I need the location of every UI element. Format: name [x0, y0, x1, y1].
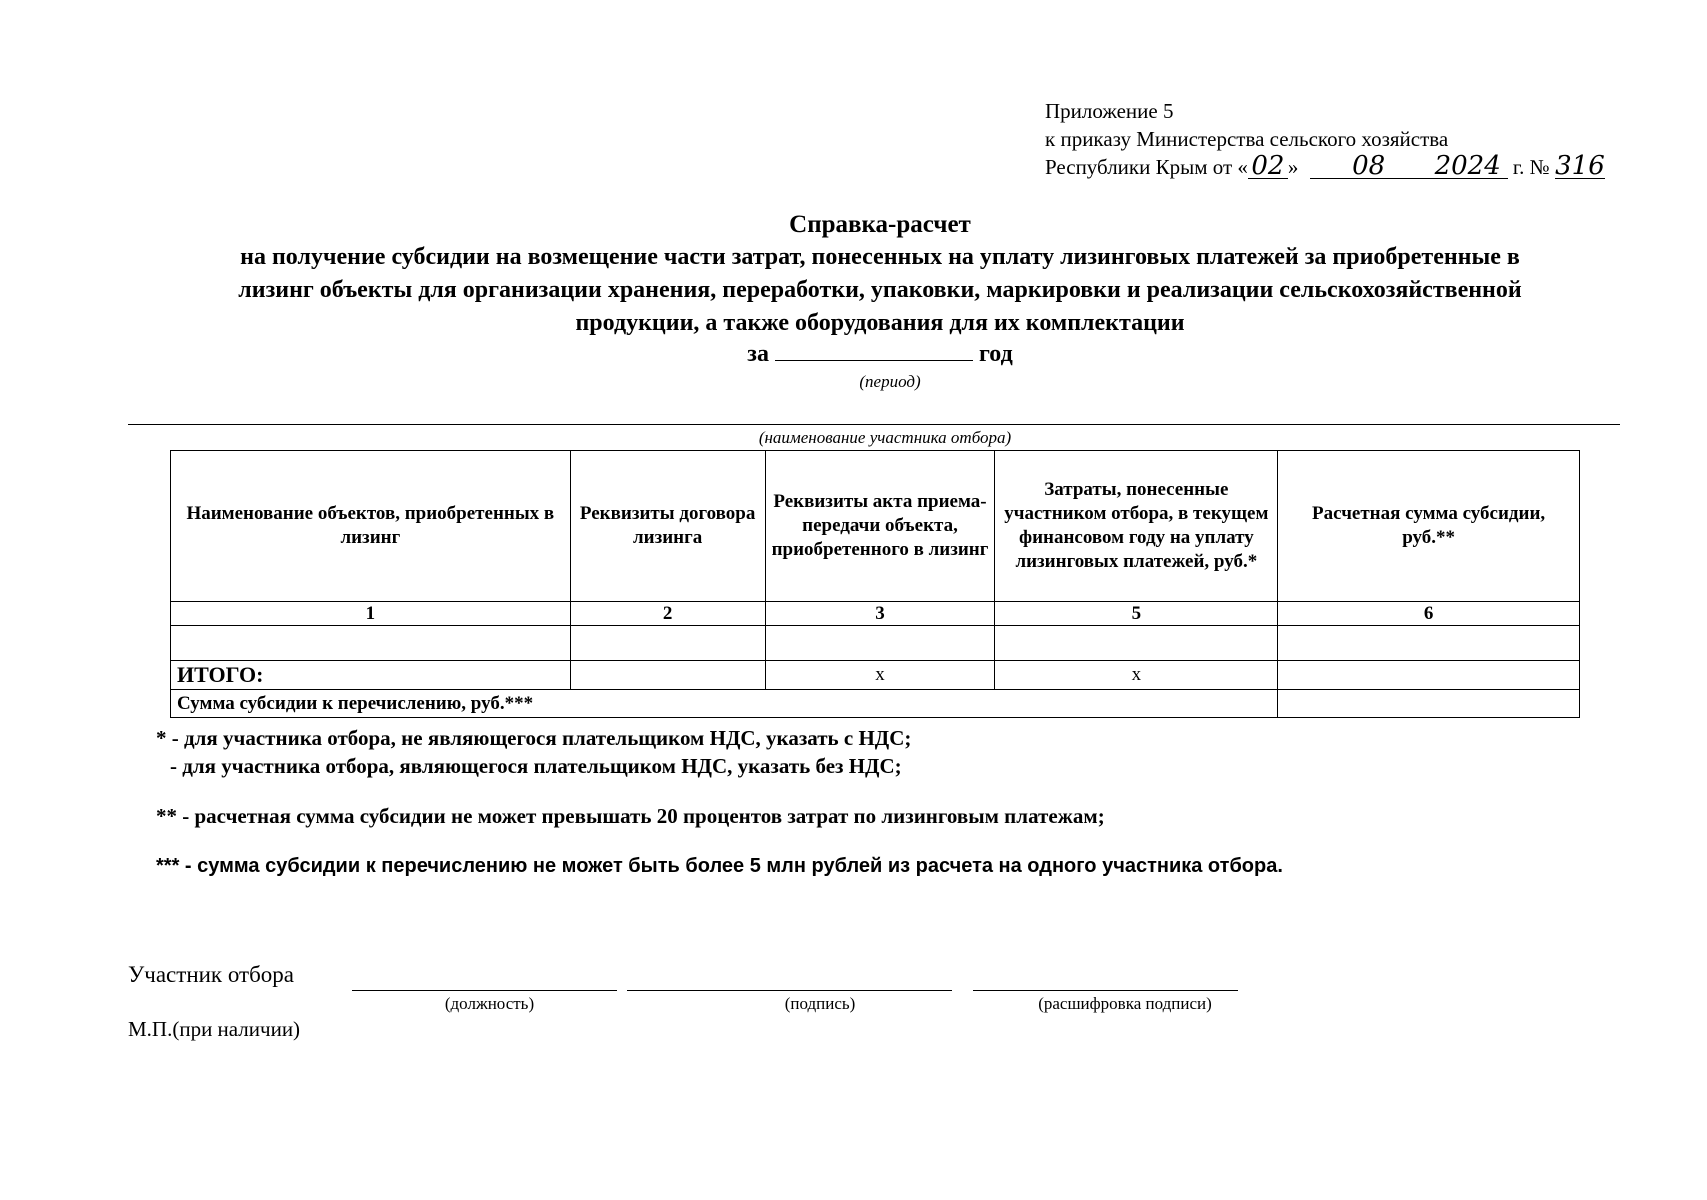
total-subsidy-cell[interactable]: [1278, 661, 1580, 690]
order-month: 08: [1310, 154, 1428, 179]
sum-label: Сумма субсидии к перечислению, руб.***: [171, 690, 1278, 718]
header-objects: Наименование объектов, приобретенных в лизинг: [171, 451, 571, 602]
stamp-label: М.П.(при наличии): [128, 1017, 301, 1041]
title-line-3: продукции, а также оборудования для их комплектации: [575, 310, 1185, 336]
empty-cell[interactable]: [995, 626, 1278, 661]
header-contract: Реквизиты договора лизинга: [570, 451, 765, 602]
title-line-1: на получение субсидии на возмещение части затрат, понесенных на уплату лизинговых платежей за приобретенные в: [240, 244, 1520, 270]
column-number: 5: [995, 602, 1278, 626]
empty-cell[interactable]: [570, 626, 765, 661]
signature-line[interactable]: [627, 990, 952, 991]
order-prefix: Республики Крым от «: [1045, 155, 1248, 179]
header-costs: Затраты, понесенные участником отбора, в текущем финансовом году на уплату лизинговых платежей, руб.*: [995, 451, 1278, 602]
appendix-block: [1045, 97, 1605, 181]
decode-caption: (расшифровка подписи): [1038, 994, 1212, 1013]
footnote-1: * - для участника отбора, не являющегося плательщиком НДС, указать с НДС;: [156, 726, 912, 750]
participant-name-line[interactable]: [128, 424, 1620, 425]
column-number: 6: [1278, 602, 1580, 626]
order-number: 316: [1555, 151, 1605, 181]
empty-cell[interactable]: [171, 626, 571, 661]
footnote-2: ** - расчетная сумма субсидии не может превышать 20 процентов затрат по лизинговым платежам;: [156, 804, 1105, 828]
position-line[interactable]: [352, 990, 617, 991]
period-row: [110, 340, 1650, 368]
empty-cell[interactable]: [1278, 626, 1580, 661]
period-blank-field[interactable]: [775, 340, 973, 361]
header-act: Реквизиты акта приема-передачи объекта, приобретенного в лизинг: [765, 451, 995, 602]
total-label: ИТОГО:: [171, 661, 571, 690]
footnote-3: *** - сумма субсидии к перечислению не может быть более 5 млн рублей из расчета на одного участника отбора.: [156, 855, 1283, 877]
table-row: [171, 626, 1580, 661]
empty-cell[interactable]: [765, 626, 995, 661]
header-row: [171, 451, 1580, 602]
column-number-row: [171, 602, 1580, 626]
document-title: [110, 208, 1650, 340]
calculation-table: [170, 450, 1580, 718]
column-number: 2: [570, 602, 765, 626]
period-prefix: за: [747, 341, 769, 367]
footnote-1b: - для участника отбора, являющегося плательщиком НДС, указать без НДС;: [170, 754, 902, 778]
total-row: [171, 661, 1580, 690]
period-caption: (период): [859, 372, 921, 391]
order-day: 02: [1248, 154, 1288, 179]
period-suffix: год: [978, 341, 1013, 367]
decode-line[interactable]: [973, 990, 1238, 991]
title-line-2: лизинг объекты для организации хранения, переработки, упаковки, маркировки и реализации сельскохозяйственной: [238, 277, 1522, 303]
appendix-order-date: [1045, 153, 1605, 181]
total-mark: х: [765, 661, 995, 690]
column-number: 3: [765, 602, 995, 626]
participant-caption: (наименование участника отбора): [758, 428, 1012, 447]
sum-value-cell[interactable]: [1278, 690, 1580, 718]
header-subsidy: Расчетная сумма субсидии, руб.**: [1278, 451, 1580, 602]
order-year-suffix: г. №: [1512, 155, 1550, 179]
column-number: 1: [171, 602, 571, 626]
footnotes: [156, 724, 1283, 880]
total-mark: х: [995, 661, 1278, 690]
signature-label: Участник отбора: [128, 962, 295, 987]
empty-cell[interactable]: [570, 661, 765, 690]
sum-row: [171, 690, 1580, 718]
appendix-order-ref: к приказу Министерства сельского хозяйства: [1045, 127, 1449, 151]
order-year: 2024: [1428, 154, 1508, 179]
position-caption: (должность): [444, 994, 535, 1013]
appendix-title: Приложение 5: [1045, 99, 1174, 123]
title-main: Справка-расчет: [789, 211, 971, 238]
quote-close: »: [1287, 155, 1299, 179]
signature-caption: (подпись): [784, 994, 856, 1013]
